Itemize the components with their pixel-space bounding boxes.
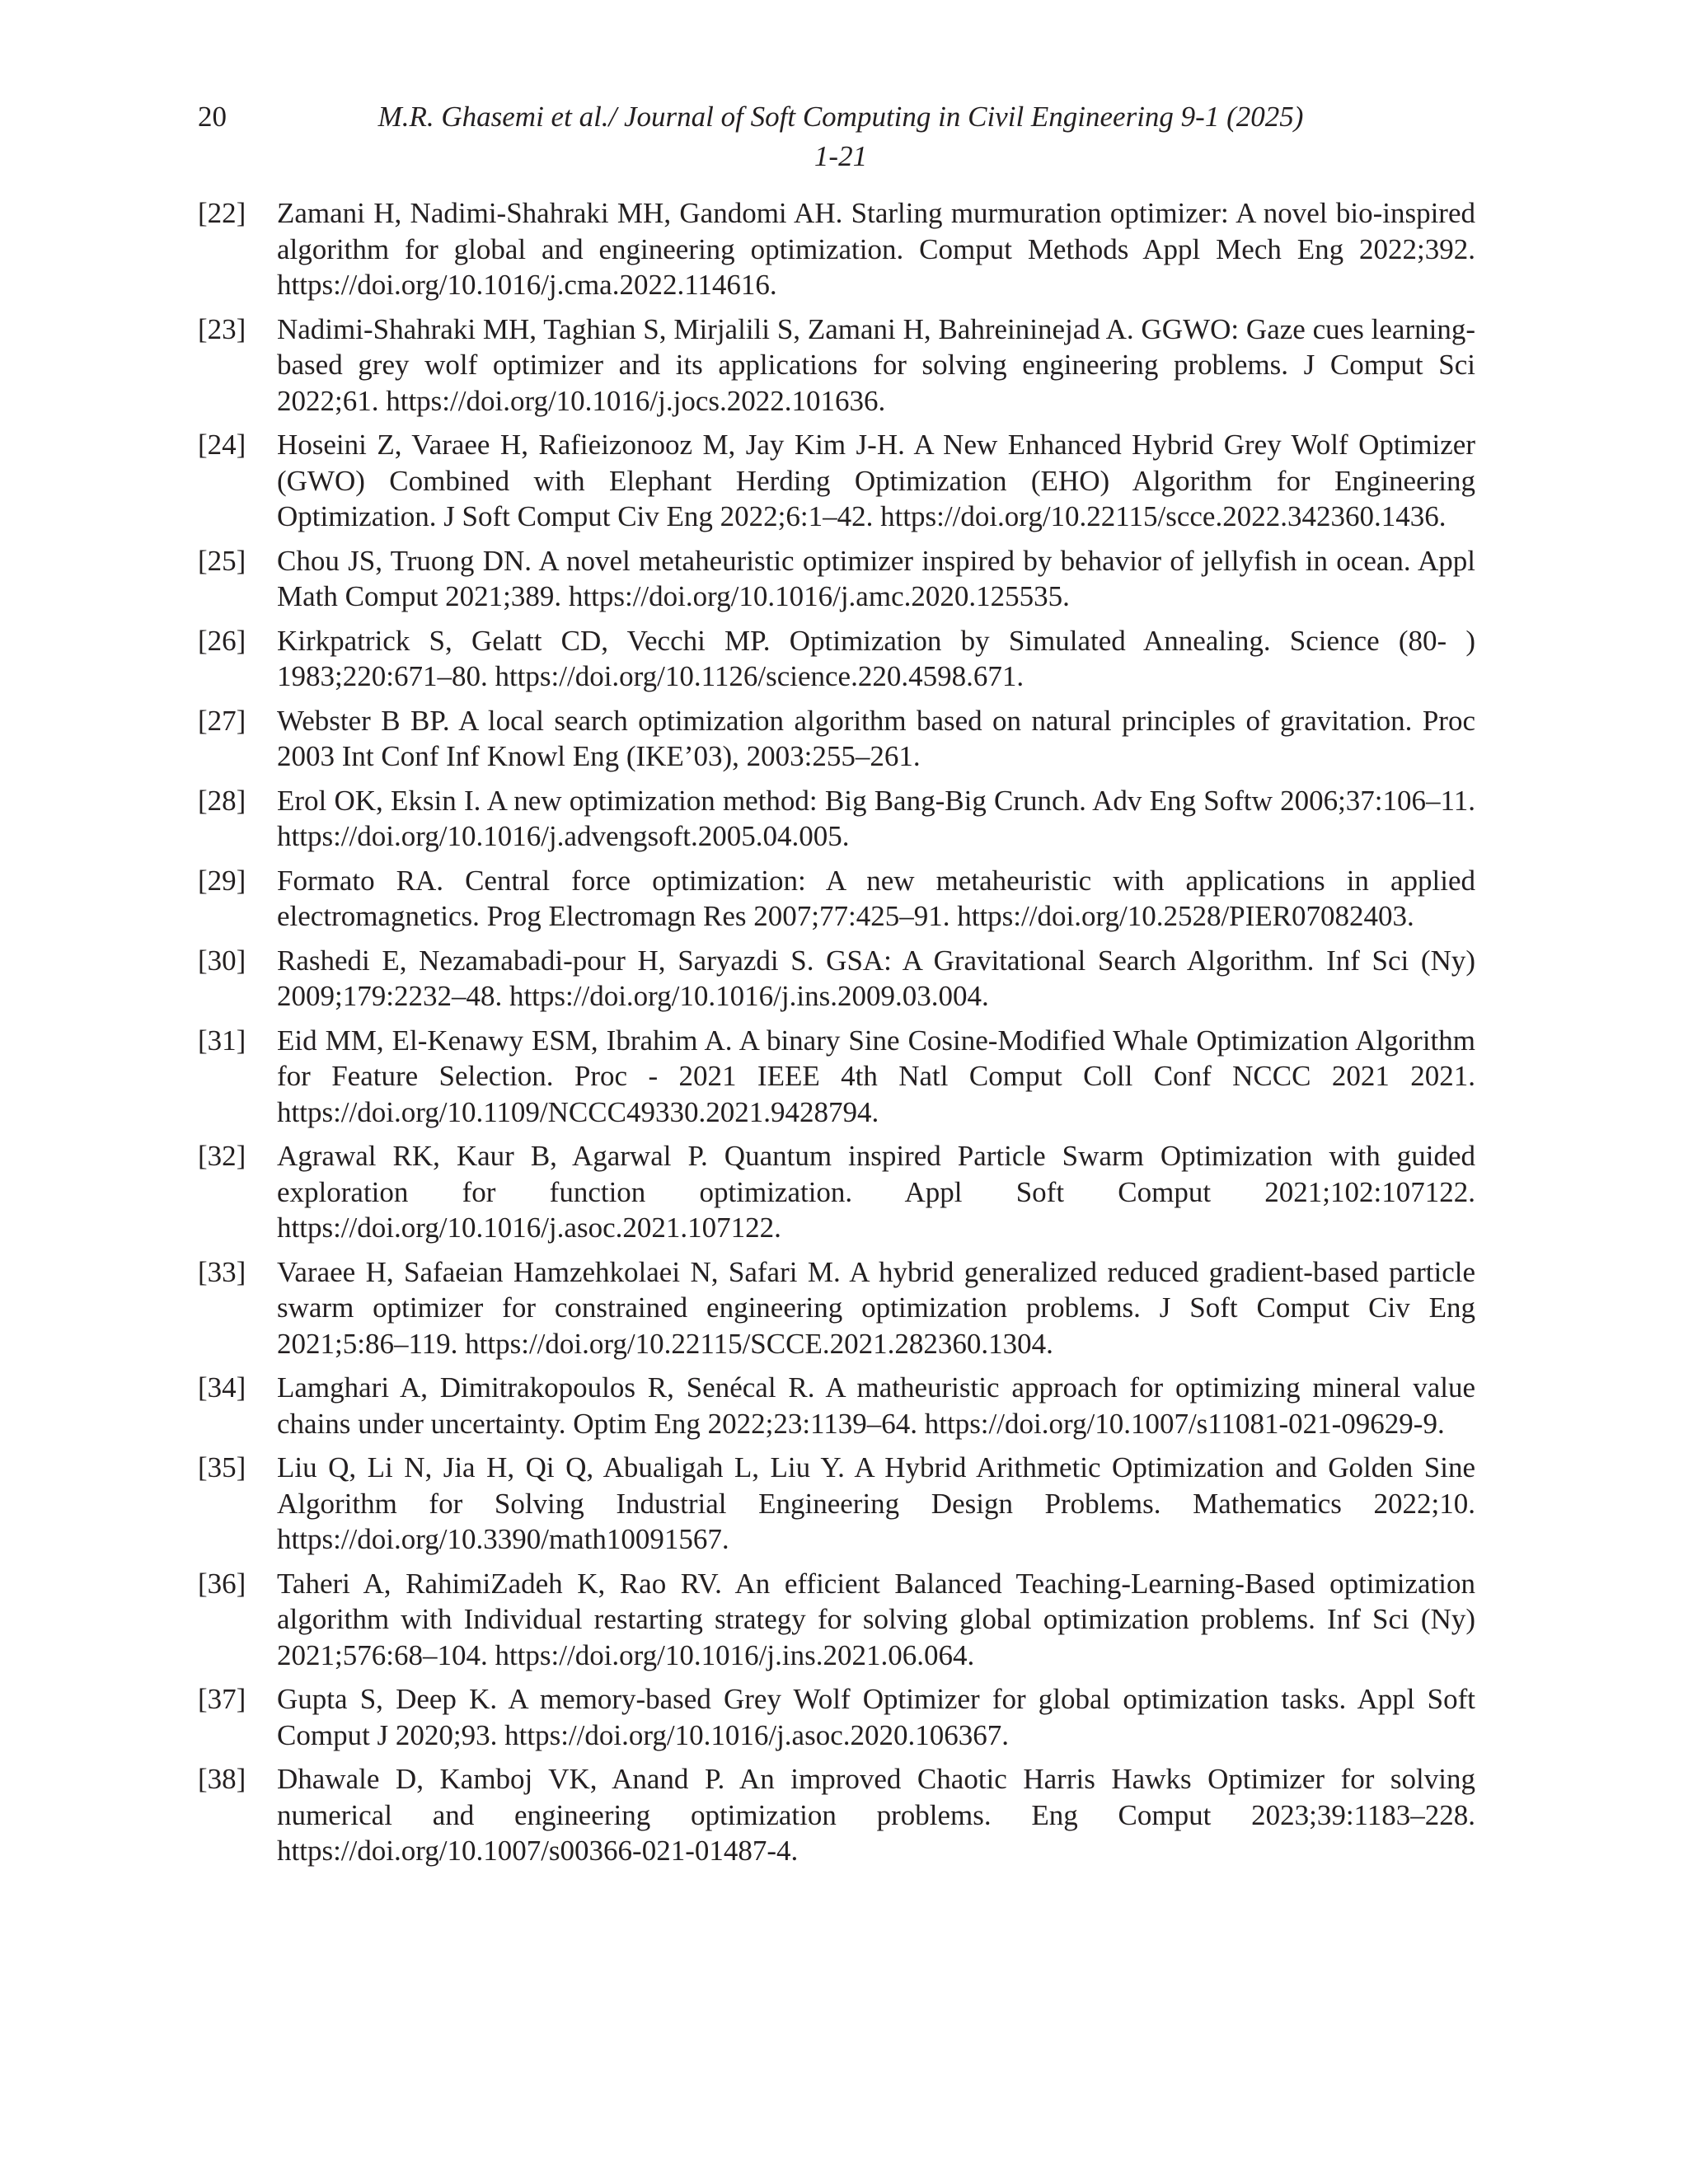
reference-item — [198, 1566, 1475, 1674]
reference-text: Agrawal RK, Kaur B, Agarwal P. Quantum inspired Particle Swarm Optimization with guided exploration for function optimization. Appl Soft Comput 2021;102:107122. https://doi.org/10.1016/j.asoc.2021.107122. — [277, 1140, 1475, 1244]
reference-text: Webster B BP. A local search optimization algorithm based on natural principles of gravitation. Proc 2003 Int Conf Inf Knowl Eng (IKE’03), 2003:255–261. — [277, 704, 1475, 772]
reference-text: Erol OK, Eksin I. A new optimization method: Big Bang-Big Crunch. Adv Eng Softw 2006;37:106–11. https://doi.org/10.1016/j.advengsoft.2005.04.005. — [277, 784, 1475, 852]
reference-text: Chou JS, Truong DN. A novel metaheuristic optimizer inspired by behavior of jellyfish in ocean. Appl Math Comput 2021;389. https://doi.org/10.1016/j.amc.2020.125535. — [277, 544, 1475, 612]
reference-number: [27] — [198, 704, 246, 737]
reference-text: Liu Q, Li N, Jia H, Qi Q, Abualigah L, Liu Y. A Hybrid Arithmetic Optimization and Golden Sine Algorithm for Solving Industrial Engineering Design Problems. Mathematics 2022;10. https://doi.org/10.3390/math10091567. — [277, 1451, 1475, 1555]
reference-text: Zamani H, Nadimi-Shahraki MH, Gandomi AH. Starling murmuration optimizer: A novel bio-inspired algorithm for global and engineering optimization. Comput Methods Appl Mech Eng 2022;392. https://doi.org/10.1016/j.cma.2022.114616. — [277, 197, 1475, 301]
reference-item — [198, 1450, 1475, 1558]
running-header: M.R. Ghasemi et al./ Journal of Soft Computing in Civil Engineering 9-1 (2025) 1-21 — [377, 101, 1304, 172]
reference-text: Gupta S, Deep K. A memory-based Grey Wolf Optimizer for global optimization tasks. Appl Soft Comput J 2020;93. https://doi.org/10.1016/j.asoc.2020.106367. — [277, 1683, 1475, 1751]
reference-number: [29] — [198, 864, 246, 897]
reference-item — [198, 863, 1475, 935]
reference-number: [34] — [198, 1371, 246, 1404]
reference-list — [198, 195, 1475, 1877]
reference-number: [30] — [198, 944, 246, 977]
reference-number: [38] — [198, 1763, 246, 1795]
reference-item — [198, 543, 1475, 615]
reference-number: [36] — [198, 1567, 246, 1600]
reference-number: [23] — [198, 312, 246, 345]
reference-item — [198, 623, 1475, 695]
reference-item — [198, 1681, 1475, 1753]
reference-text: Kirkpatrick S, Gelatt CD, Vecchi MP. Optimization by Simulated Annealing. Science (80- ) 1983;220:671–80. https://doi.org/10.1126/science.220.4598.671. — [277, 624, 1475, 692]
reference-item — [198, 1761, 1475, 1869]
reference-number: [26] — [198, 624, 246, 657]
reference-number: [31] — [198, 1024, 246, 1057]
reference-item — [198, 783, 1475, 855]
reference-item — [198, 427, 1475, 535]
reference-text: Hoseini Z, Varaee H, Rafieizonooz M, Jay Kim J-H. A New Enhanced Hybrid Grey Wolf Optimizer (GWO) Combined with Elephant Herding Optimization (EHO) Algorithm for Engineering Optimization. J Soft Comput Civ Eng 2022;6:1–42. https://doi.org/10.22115/scce.2022.342360.1436. — [277, 429, 1475, 532]
reference-item — [198, 195, 1475, 303]
reference-text: Eid MM, El-Kenawy ESM, Ibrahim A. A binary Sine Cosine-Modified Whale Optimization Algorithm for Feature Selection. Proc - 2021 IEEE 4th Natl Comput Coll Conf NCCC 2021 2021. https://doi.org/10.1109/NCCC49330.2021.9428794. — [277, 1024, 1475, 1128]
reference-text: Dhawale D, Kamboj VK, Anand P. An improved Chaotic Harris Hawks Optimizer for solving numerical and engineering optimization problems. Eng Comput 2023;39:1183–228. https://doi.org/10.1007/s00366-021-01487-4. — [277, 1763, 1475, 1867]
reference-item — [198, 703, 1475, 775]
reference-text: Nadimi-Shahraki MH, Taghian S, Mirjalili S, Zamani H, Bahreininejad A. GGWO: Gaze cues learning-based grey wolf optimizer and its applications for solving engineering problems. J Comput Sci 2022;61. https://doi.org/10.1016/j.jocs.2022.101636. — [277, 312, 1475, 417]
reference-number: [37] — [198, 1683, 246, 1715]
reference-number: [25] — [198, 544, 246, 577]
reference-number: [24] — [198, 429, 246, 461]
reference-item — [198, 943, 1475, 1015]
reference-number: [33] — [198, 1255, 246, 1288]
reference-item — [198, 312, 1475, 419]
reference-text: Varaee H, Safaeian Hamzehkolaei N, Safari M. A hybrid generalized reduced gradient-based particle swarm optimizer for constrained engineering optimization problems. J Soft Comput Civ Eng 2021;5:86–119. https://doi.org/10.22115/SCCE.2021.282360.1304. — [277, 1255, 1475, 1360]
reference-number: [22] — [198, 197, 246, 229]
reference-text: Taheri A, RahimiZadeh K, Rao RV. An efficient Balanced Teaching-Learning-Based optimization algorithm with Individual restarting strategy for solving global optimization problems. Inf Sci (Ny) 2021;576:68–104. https://doi.org/10.1016/j.ins.2021.06.064. — [277, 1567, 1475, 1671]
page-number: 20 — [198, 101, 227, 133]
reference-text: Formato RA. Central force optimization: A new metaheuristic with applications in applied electromagnetics. Prog Electromagn Res 2007;77:425–91. https://doi.org/10.2528/PIER07082403. — [277, 864, 1475, 932]
reference-number: [28] — [198, 784, 246, 817]
reference-item — [198, 1023, 1475, 1131]
reference-number: [35] — [198, 1451, 246, 1483]
reference-item — [198, 1138, 1475, 1246]
reference-text: Lamghari A, Dimitrakopoulos R, Senécal R. A matheuristic approach for optimizing mineral value chains under uncertainty. Optim Eng 2022;23:1139–64. https://doi.org/10.1007/s11081-021-09629-9. — [277, 1371, 1475, 1440]
reference-item — [198, 1370, 1475, 1441]
reference-item — [198, 1254, 1475, 1362]
reference-text: Rashedi E, Nezamabadi-pour H, Saryazdi S. GSA: A Gravitational Search Algorithm. Inf Sci (Ny) 2009;179:2232–48. https://doi.org/10.1016/j.ins.2009.03.004. — [277, 944, 1475, 1012]
reference-number: [32] — [198, 1140, 246, 1172]
